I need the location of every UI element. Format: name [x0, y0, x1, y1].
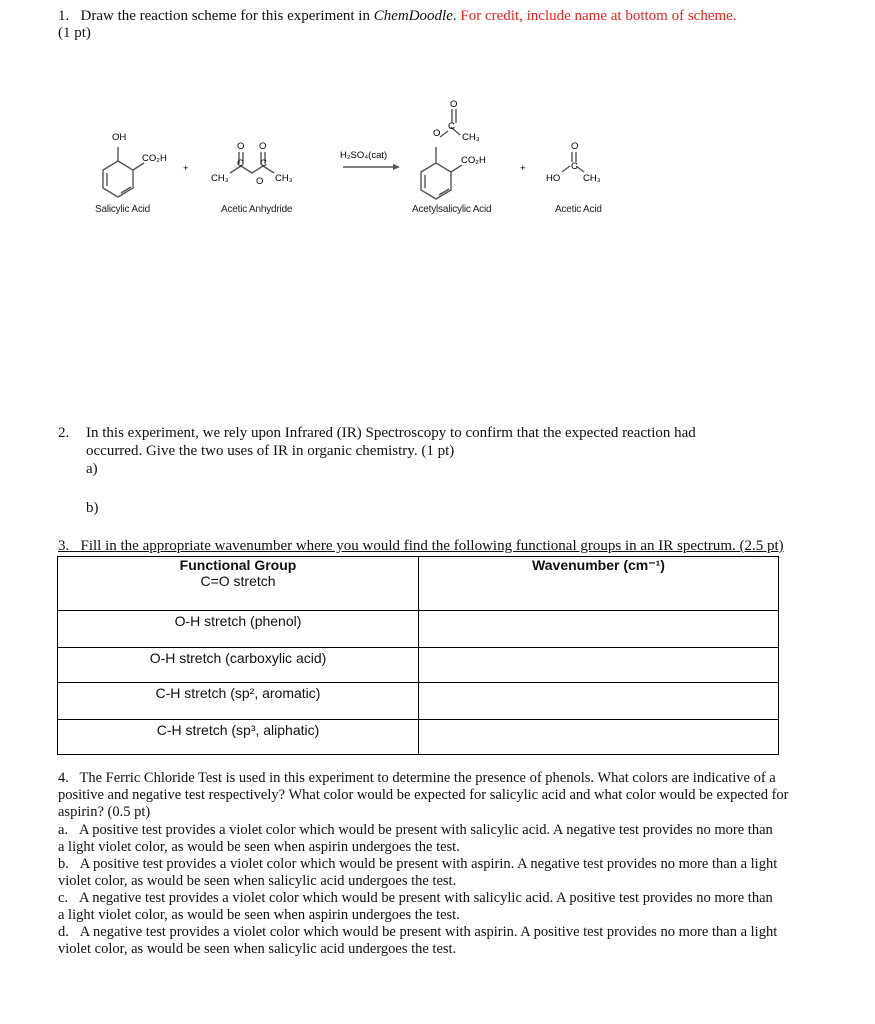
option-text: A positive test provides a violet color which would be present with salicylic acid. A negative test provides no more than: [78, 822, 773, 838]
option-text-cont: a light violet color, as would be seen when aspirin undergoes the test.: [58, 907, 460, 923]
table-row: [58, 683, 779, 720]
label-c-3: C: [448, 121, 455, 132]
q3-text: Fill in the appropriate wavenumber where you would find the following functional groups in an IR spectrum. (2.5 pt): [80, 538, 784, 554]
q2-part-b: b): [86, 500, 99, 516]
option-text: A negative test provides a violet color which would be present with salicylic acid. A positive test provides no more than: [78, 890, 773, 906]
wavenumber-cell[interactable]: [419, 611, 779, 648]
label-o-4: O: [433, 128, 441, 139]
group-label: C-H stretch (sp³, aliphatic): [58, 720, 419, 755]
option-text: A negative test provides a violet color which would be present with aspirin. A positive test provides no more than a light: [79, 924, 778, 940]
group-label: O-H stretch (carboxylic acid): [58, 648, 419, 683]
q2-number: 2.: [58, 425, 70, 441]
label-o-3: O: [450, 99, 458, 110]
label-c-1: C: [237, 158, 244, 169]
q4-line2: positive and negative test respectively? What color would be expected for salicylic acid and what color would be expected for: [58, 787, 789, 803]
question-3: [58, 538, 784, 555]
wavenumber-cell[interactable]: [419, 557, 779, 611]
q1-number: 1.: [58, 8, 70, 24]
label-o-5: O: [571, 141, 579, 152]
label-c-4: C: [571, 161, 578, 172]
col-header-functional-group: Functional Group: [179, 557, 297, 573]
option-d[interactable]: [58, 924, 777, 941]
q4-line3: aspirin? (0.5 pt): [58, 804, 151, 820]
q1-period: .: [452, 8, 457, 24]
functional-group-cell: [58, 557, 419, 611]
option-c[interactable]: [58, 890, 773, 907]
label-ch3-4: CH₃: [583, 173, 601, 184]
label-ch3-2: CH₃: [275, 173, 293, 184]
wavenumber-cell[interactable]: [419, 648, 779, 683]
label-ch3-3: CH₃: [462, 132, 480, 143]
label-o-1: O: [237, 141, 245, 152]
table-row: [58, 720, 779, 755]
group-label: C-H stretch (sp², aromatic): [58, 683, 419, 720]
question-1: [58, 8, 737, 25]
wavenumber-cell[interactable]: [419, 720, 779, 755]
option-text-cont: violet color, as would be seen when salicylic acid undergoes the test.: [58, 941, 457, 957]
reactant1-name: Salicylic Acid: [95, 204, 150, 215]
product2-name: Acetic Acid: [555, 204, 602, 215]
q2-part-a: a): [86, 461, 98, 477]
q2-line2: occurred. Give the two uses of IR in organic chemistry. (1 pt): [86, 443, 455, 459]
q1-points: (1 pt): [58, 25, 91, 41]
label-ch3-1: CH₃: [211, 173, 229, 184]
q1-credit-note: For credit, include name at bottom of scheme.: [460, 8, 737, 24]
table-row: [58, 648, 779, 683]
arrow-head: [393, 164, 400, 170]
group-label: O-H stretch (phenol): [58, 611, 419, 648]
q4-number: 4.: [58, 770, 69, 786]
label-ho: HO: [546, 173, 561, 184]
q1-text: Draw the reaction scheme for this experiment in: [80, 8, 374, 24]
option-letter: c.: [58, 890, 69, 906]
plus-1: +: [183, 163, 189, 174]
option-text-cont: a light violet color, as would be seen when aspirin undergoes the test.: [58, 839, 460, 855]
label-co2h-2: CO₂H: [461, 155, 486, 166]
option-a[interactable]: [58, 822, 773, 839]
q3-number: 3.: [58, 538, 70, 554]
q4-line1: The Ferric Chloride Test is used in this experiment to determine the presence of phenols. What colors are indicative of a: [79, 770, 776, 786]
option-b[interactable]: [58, 856, 777, 873]
label-oh: OH: [112, 132, 127, 143]
catalyst-label: H₂SO₄(cat): [340, 150, 388, 161]
option-text: A positive test provides a violet color which would be present with aspirin. A negative test provides no more than a light: [79, 856, 778, 872]
option-letter: b.: [58, 856, 69, 872]
table-row: [58, 557, 779, 611]
reactant2-name: Acetic Anhydride: [221, 204, 293, 215]
table-row: [58, 611, 779, 648]
question-4: [58, 770, 776, 787]
q2-line1: In this experiment, we rely upon Infrared (IR) Spectroscopy to confirm that the expected reaction had: [86, 425, 696, 441]
label-o-bridge: O: [256, 176, 264, 187]
plus-2: +: [520, 163, 526, 174]
product1-name: Acetylsalicylic Acid: [412, 204, 492, 215]
label-co2h-1: CO₂H: [142, 153, 167, 164]
option-letter: d.: [58, 924, 69, 940]
col-header-wavenumber: Wavenumber (cm⁻¹): [532, 557, 665, 573]
wavenumber-cell[interactable]: [419, 683, 779, 720]
option-letter: a.: [58, 822, 69, 838]
label-c-2: C: [260, 158, 267, 169]
q1-app-name: ChemDoodle: [373, 8, 453, 24]
label-o-2: O: [259, 141, 267, 152]
group-label: C=O stretch: [200, 573, 276, 589]
option-text-cont: violet color, as would be seen when salicylic acid undergoes the test.: [58, 873, 457, 889]
ir-table: [57, 556, 779, 755]
